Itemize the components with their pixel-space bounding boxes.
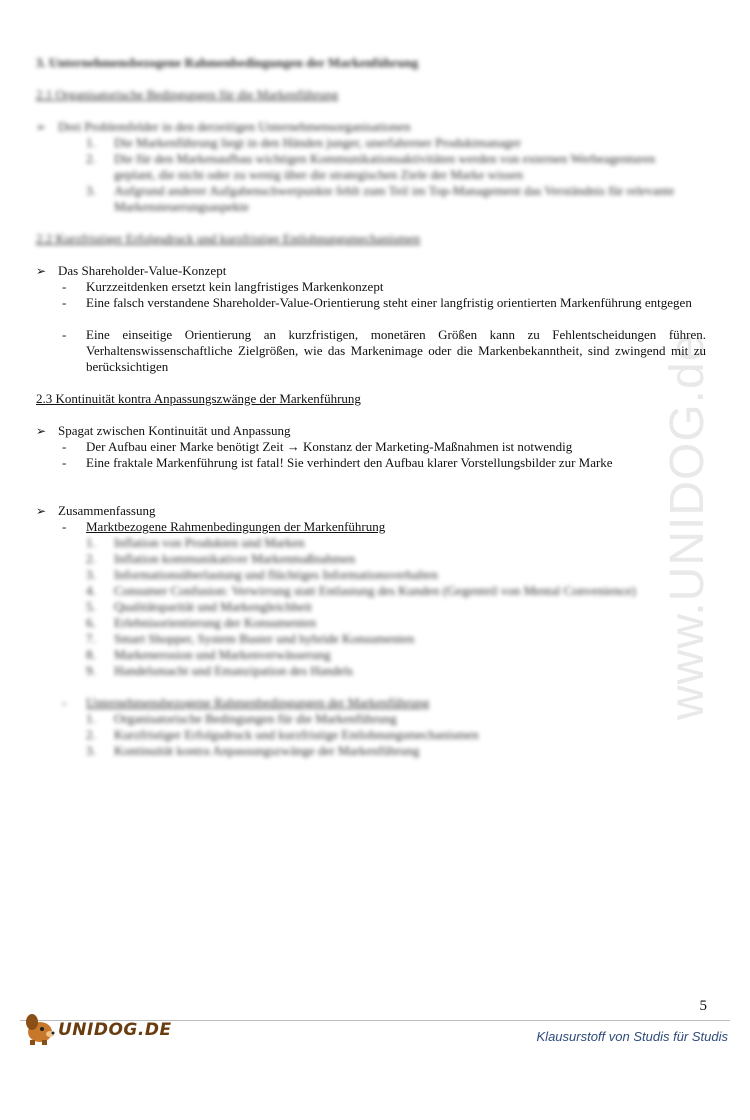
dash-item bbox=[62, 295, 706, 311]
list-item: 2. Inflation kommunikativer Markenmaßnahmen bbox=[86, 551, 356, 566]
dash-marker: - bbox=[62, 439, 67, 454]
bullet-shareholder-value bbox=[36, 263, 226, 279]
underlined-subheading: Marktbezogene Rahmenbedingungen der Markenführung bbox=[86, 519, 386, 534]
logo-text: UNIDOG.DE bbox=[58, 1020, 172, 1040]
list-item: 2. Die für den Markenaufbau wichtigen Kommunikationsaktivitäten werden von externen Werbeagenturen bbox=[86, 151, 656, 166]
list-item-text: Markenerosion und Markenverwässerung bbox=[114, 647, 331, 662]
list-item: 4. Consumer Confusion: Verwirrung statt Entlastung des Kunden (Gegenteil von Mental Convenience) bbox=[86, 583, 636, 598]
list-item-continuation: geplant, die nicht oder zu wenig über die strategischen Ziele der Marke wissen bbox=[114, 167, 523, 182]
heading-2-2: 2.2 Kurzfristiger Erfolgsdruck und kurzfristige Entlohnungsmechanismen bbox=[36, 231, 421, 246]
bullet-zusammenfassung bbox=[36, 503, 155, 519]
list-item-text: Kontinuität kontra Anpassungszwänge der Markenführung bbox=[114, 743, 420, 758]
list-item: 3. Aufgrund anderer Aufgabenschwerpunkte fehlt zum Teil im Top-Management das Verständnis für relevante bbox=[86, 183, 675, 198]
list-item: 1. Die Markenführung liegt in den Händen junger, unerfahrener Produktmanager bbox=[86, 135, 522, 150]
arrow-bullet-icon: ➢ bbox=[36, 120, 47, 134]
dash-marker: - bbox=[62, 327, 67, 342]
list-item: 7. Smart Shopper, System Buster und hybride Konsumenten bbox=[86, 631, 415, 646]
bullet-text: Zusammenfassung bbox=[58, 503, 156, 518]
watermark bbox=[660, 333, 720, 1120]
list-item-text: Handelsmacht und Emanzipation des Handels bbox=[114, 663, 353, 678]
list-item: 3. Kontinuität kontra Anpassungszwänge der Markenführung bbox=[86, 743, 420, 758]
dash-item-text: Der Aufbau einer Marke benötigt Zeit → Konstanz der Marketing-Maßnahmen ist notwendig bbox=[86, 439, 573, 454]
list-item: 1. Inflation von Produkten und Marken bbox=[86, 535, 305, 550]
dash-marker: - bbox=[62, 455, 67, 470]
list-item-text: Die für den Markenaufbau wichtigen Kommunikationsaktivitäten werden von externen Werbeagenturen bbox=[114, 151, 656, 166]
dog-icon bbox=[20, 1012, 58, 1046]
page-number: 5 bbox=[699, 998, 707, 1014]
list-item-text: Erlebnisorientierung der Konsumenten bbox=[114, 615, 317, 630]
bullet-spagat bbox=[36, 423, 291, 439]
dash-item-text bbox=[86, 695, 706, 711]
list-item-text: Aufgrund anderer Aufgabenschwerpunkte fehlt zum Teil im Top-Management das Verständnis für relevante bbox=[114, 183, 675, 198]
dash-item-text: Eine falsch verstandene Shareholder-Value-Orientierung steht einer langfristig orientierten Markenführung entgegen bbox=[86, 295, 692, 310]
list-item-continuation: Markensteuerungsaspekte bbox=[114, 199, 250, 214]
list-item-text: Inflation kommunikativer Markenmaßnahmen bbox=[114, 551, 356, 566]
watermark-text: www.UNIDOG.de bbox=[661, 333, 714, 720]
dash-item bbox=[62, 455, 706, 471]
list-item-text: Informationsüberlastung und flüchtiges Informationsverhalten bbox=[114, 567, 438, 582]
dash-marker: - bbox=[62, 295, 67, 310]
bullet-problemfelder bbox=[36, 119, 410, 135]
bullet-text: Drei Problemfelder in den derzeitigen Unternehmensorganisationen bbox=[58, 119, 411, 134]
dash-item bbox=[62, 519, 706, 535]
arrow-bullet-icon: ➢ bbox=[36, 264, 47, 278]
dash-item-text: Eine einseitige Orientierung an kurzfristigen, monetären Größen kann zu Fehlentscheidungen führen. Verhaltenswissenschaftliche Zielgrößen, wie das Markenimage oder die Markenbekanntheit, sind zwingend mit zu berücksichtigen bbox=[86, 327, 706, 374]
footer-tagline: Klausurstoff von Studis für Studis bbox=[536, 1029, 728, 1044]
list-item-text: Qualitätsparität und Markengleichheit bbox=[114, 599, 312, 614]
dash-item bbox=[62, 327, 706, 375]
dash-item-text: Eine fraktale Markenführung ist fatal! Sie verhindert den Aufbau klarer Vorstellungsbilder zur Marke bbox=[86, 455, 613, 470]
arrow-bullet-icon: ➢ bbox=[36, 424, 47, 438]
list-item: 2. Kurzfristiger Erfolgsdruck und kurzfristige Entlohnungsmechanismen bbox=[86, 727, 479, 742]
section-heading: 3. Unternehmensbezogene Rahmenbedingungen der Markenführung bbox=[36, 55, 419, 70]
list-item: 6. Erlebnisorientierung der Konsumenten bbox=[86, 615, 317, 630]
list-item-text: Die Markenführung liegt in den Händen junger, unerfahrener Produktmanager bbox=[114, 135, 522, 150]
list-item-text: Kurzfristiger Erfolgsdruck und kurzfristige Entlohnungsmechanismen bbox=[114, 727, 479, 742]
unidog-logo bbox=[20, 1012, 172, 1046]
list-item: 9. Handelsmacht und Emanzipation des Handels bbox=[86, 663, 353, 678]
list-item: 8. Markenerosion und Markenverwässerung bbox=[86, 647, 331, 662]
dash-item bbox=[62, 439, 706, 455]
dash-marker: - bbox=[62, 279, 67, 294]
dash-item bbox=[62, 279, 706, 295]
list-item: 5. Qualitätsparität und Markengleichheit bbox=[86, 599, 312, 614]
dash-marker: - bbox=[62, 519, 67, 534]
list-item-text: Smart Shopper, System Buster und hybride Konsumenten bbox=[114, 631, 415, 646]
dash-item-text: Kurzzeitdenken ersetzt kein langfristiges Markenkonzept bbox=[86, 279, 384, 294]
bullet-text: Das Shareholder-Value-Konzept bbox=[58, 263, 227, 278]
list-item-text: Inflation von Produkten und Marken bbox=[114, 535, 305, 550]
underlined-subheading: Unternehmensbezogene Rahmenbedingungen der Markenführung bbox=[86, 695, 430, 710]
arrow-bullet-icon: ➢ bbox=[36, 504, 47, 518]
list-item: 3. Informationsüberlastung und flüchtiges Informationsverhalten bbox=[86, 567, 438, 582]
list-item-text: Consumer Confusion: Verwirrung statt Entlastung des Kunden (Gegenteil von Mental Convenience) bbox=[114, 583, 636, 598]
list-item: 1. Organisatorische Bedingungen für die Markenführung bbox=[86, 711, 397, 726]
heading-2-3: 2.3 Kontinuität kontra Anpassungszwänge der Markenführung bbox=[36, 391, 361, 406]
bullet-text: Spagat zwischen Kontinuität und Anpassung bbox=[58, 423, 291, 438]
dash-item-text bbox=[86, 519, 706, 535]
list-item-text: Organisatorische Bedingungen für die Markenführung bbox=[114, 711, 397, 726]
dash-marker: - bbox=[62, 695, 67, 710]
heading-2-1: 2.1 Organisatorische Bedingungen für die Markenführung bbox=[36, 87, 339, 102]
dash-item bbox=[62, 695, 706, 711]
